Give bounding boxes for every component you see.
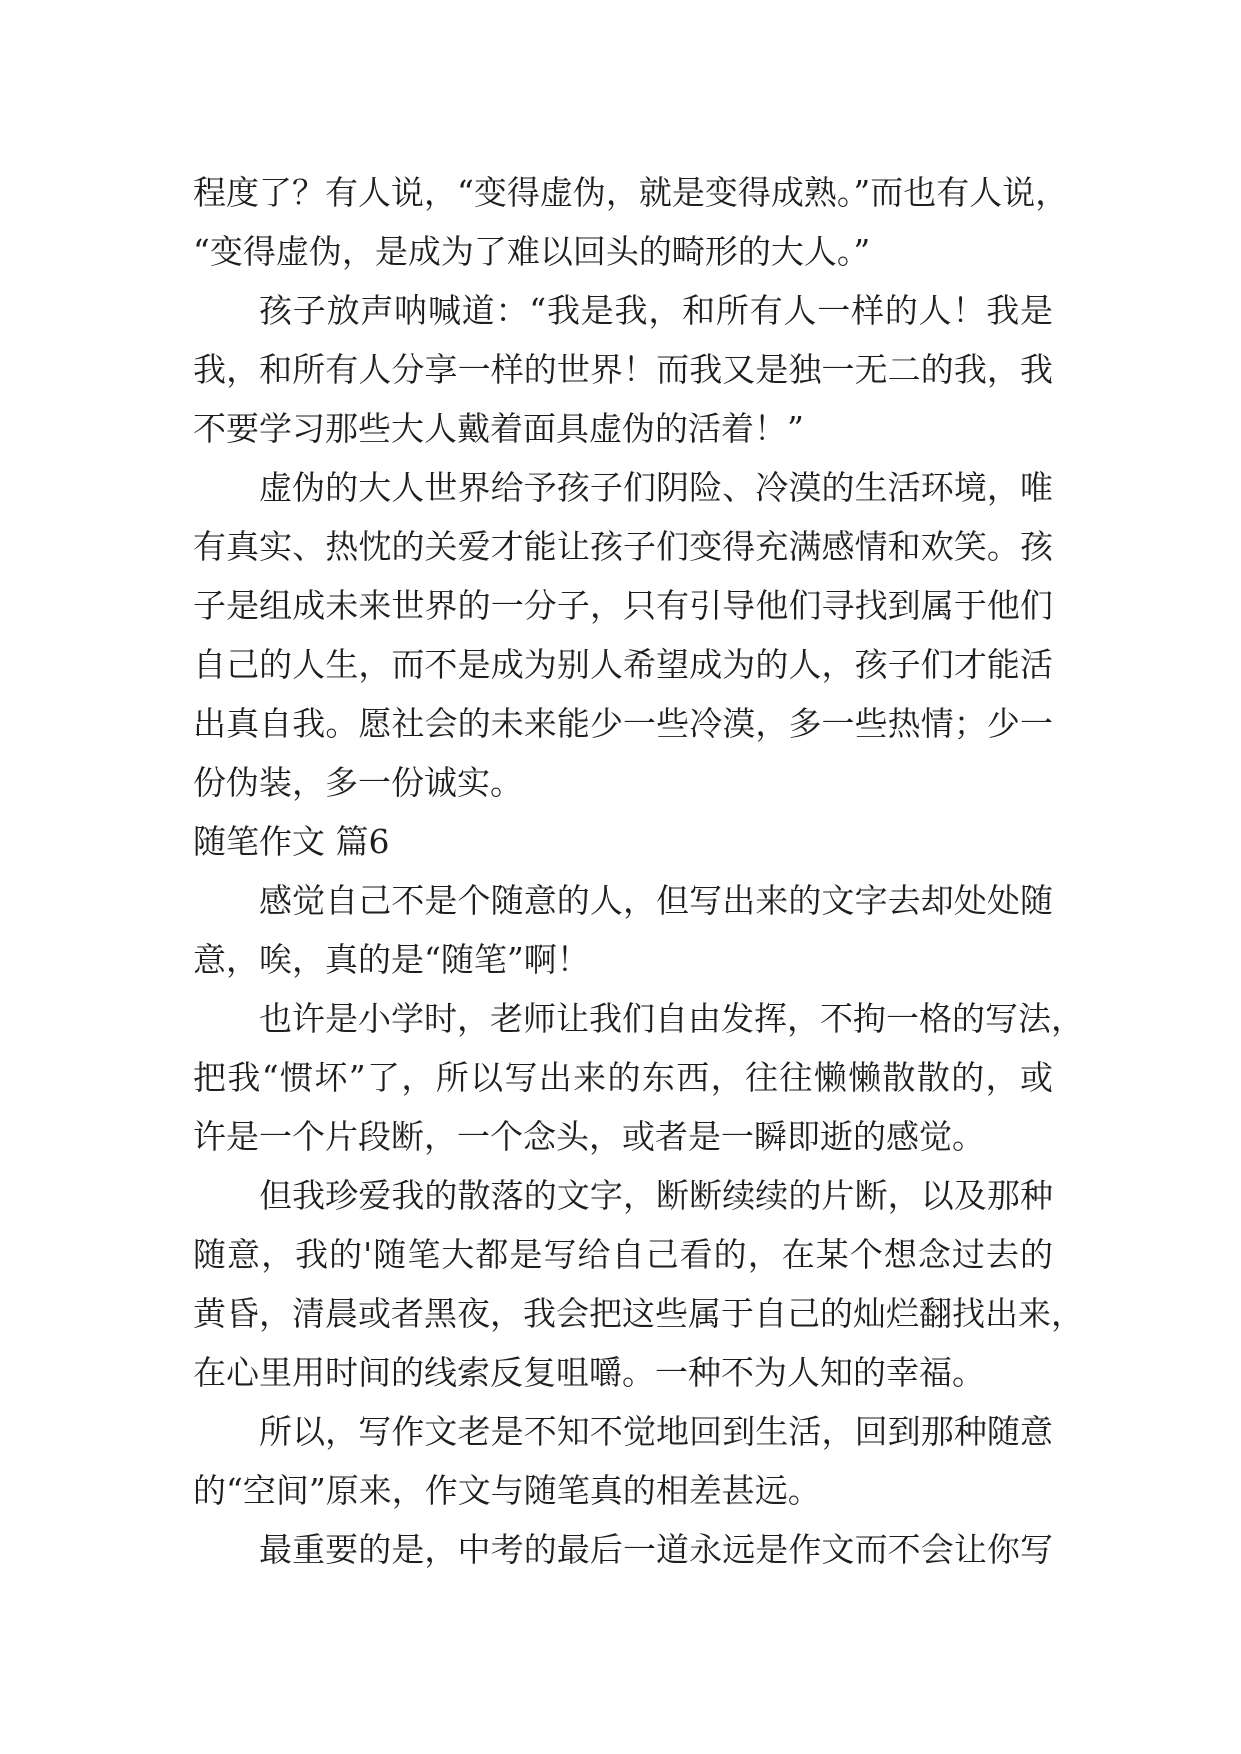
text-line: 不要学习那些大人戴着面具虚伪的活着！” xyxy=(193,409,804,448)
text-line: 最重要的是，中考的最后一道永远是作文而不会让你写 xyxy=(259,1530,1053,1569)
paragraph-7 xyxy=(193,1402,1053,1520)
paragraph-4 xyxy=(193,871,1053,989)
text-line: 所以，写作文老是不知不觉地回到生活，回到那种随意 xyxy=(259,1412,1053,1451)
paragraph-6 xyxy=(193,1166,1084,1402)
text-line: 黄昏，清晨或者黑夜，我会把这些属于自己的灿烂翻找出来， xyxy=(193,1294,1084,1333)
text-line: 感觉自己不是个随意的人，但写出来的文字去却处处随 xyxy=(259,881,1053,920)
document-page xyxy=(193,163,1084,1579)
text-line: 出真自我。愿社会的未来能少一些冷漠，多一些热情；少一 xyxy=(193,704,1053,743)
paragraph-8 xyxy=(193,1520,1053,1579)
text-line: 程度了？有人说，“变得虚伪，就是变得成熟。”而也有人说， xyxy=(193,173,1069,212)
text-line: 的“空间”原来，作文与随笔真的相差甚远。 xyxy=(193,1471,821,1510)
paragraph-1 xyxy=(193,163,1069,281)
text-line: 也许是小学时，老师让我们自由发挥，不拘一格的写法， xyxy=(259,999,1084,1038)
text-line: 份伪装，多一份诚实。 xyxy=(193,763,523,802)
text-line: 自己的人生，而不是成为别人希望成为的人，孩子们才能活 xyxy=(193,645,1053,684)
text-line: 把我“惯坏”了，所以写出来的东西，往往懒懒散散的，或 xyxy=(193,1058,1053,1097)
paragraph-3 xyxy=(193,458,1053,812)
text-line: 随意，我的'随笔大都是写给自己看的，在某个想念过去的 xyxy=(193,1235,1053,1274)
text-line: “变得虚伪，是成为了难以回头的畸形的大人。” xyxy=(193,232,871,271)
text-line: 子是组成未来世界的一分子，只有引导他们寻找到属于他们 xyxy=(193,586,1053,625)
paragraph-5 xyxy=(193,989,1084,1166)
paragraph-2 xyxy=(193,281,1053,458)
text-line: 有真实、热忱的关爱才能让孩子们变得充满感情和欢笑。孩 xyxy=(193,527,1053,566)
text-line: 我，和所有人分享一样的世界！而我又是独一无二的我，我 xyxy=(193,350,1053,389)
text-line: 虚伪的大人世界给予孩子们阴险、冷漠的生活环境，唯 xyxy=(259,468,1053,507)
text-line: 孩子放声呐喊道：“我是我，和所有人一样的人！我是 xyxy=(259,291,1053,330)
text-line: 但我珍爱我的散落的文字，断断续续的片断，以及那种 xyxy=(259,1176,1053,1215)
text-line: 许是一个片段断，一个念头，或者是一瞬即逝的感觉。 xyxy=(193,1117,985,1156)
text-line: 在心里用时间的线索反复咀嚼。一种不为人知的幸福。 xyxy=(193,1353,985,1392)
text-line: 意，唉，真的是“随笔”啊！ xyxy=(193,940,590,979)
section-heading: 随笔作文 篇6 xyxy=(193,822,390,861)
